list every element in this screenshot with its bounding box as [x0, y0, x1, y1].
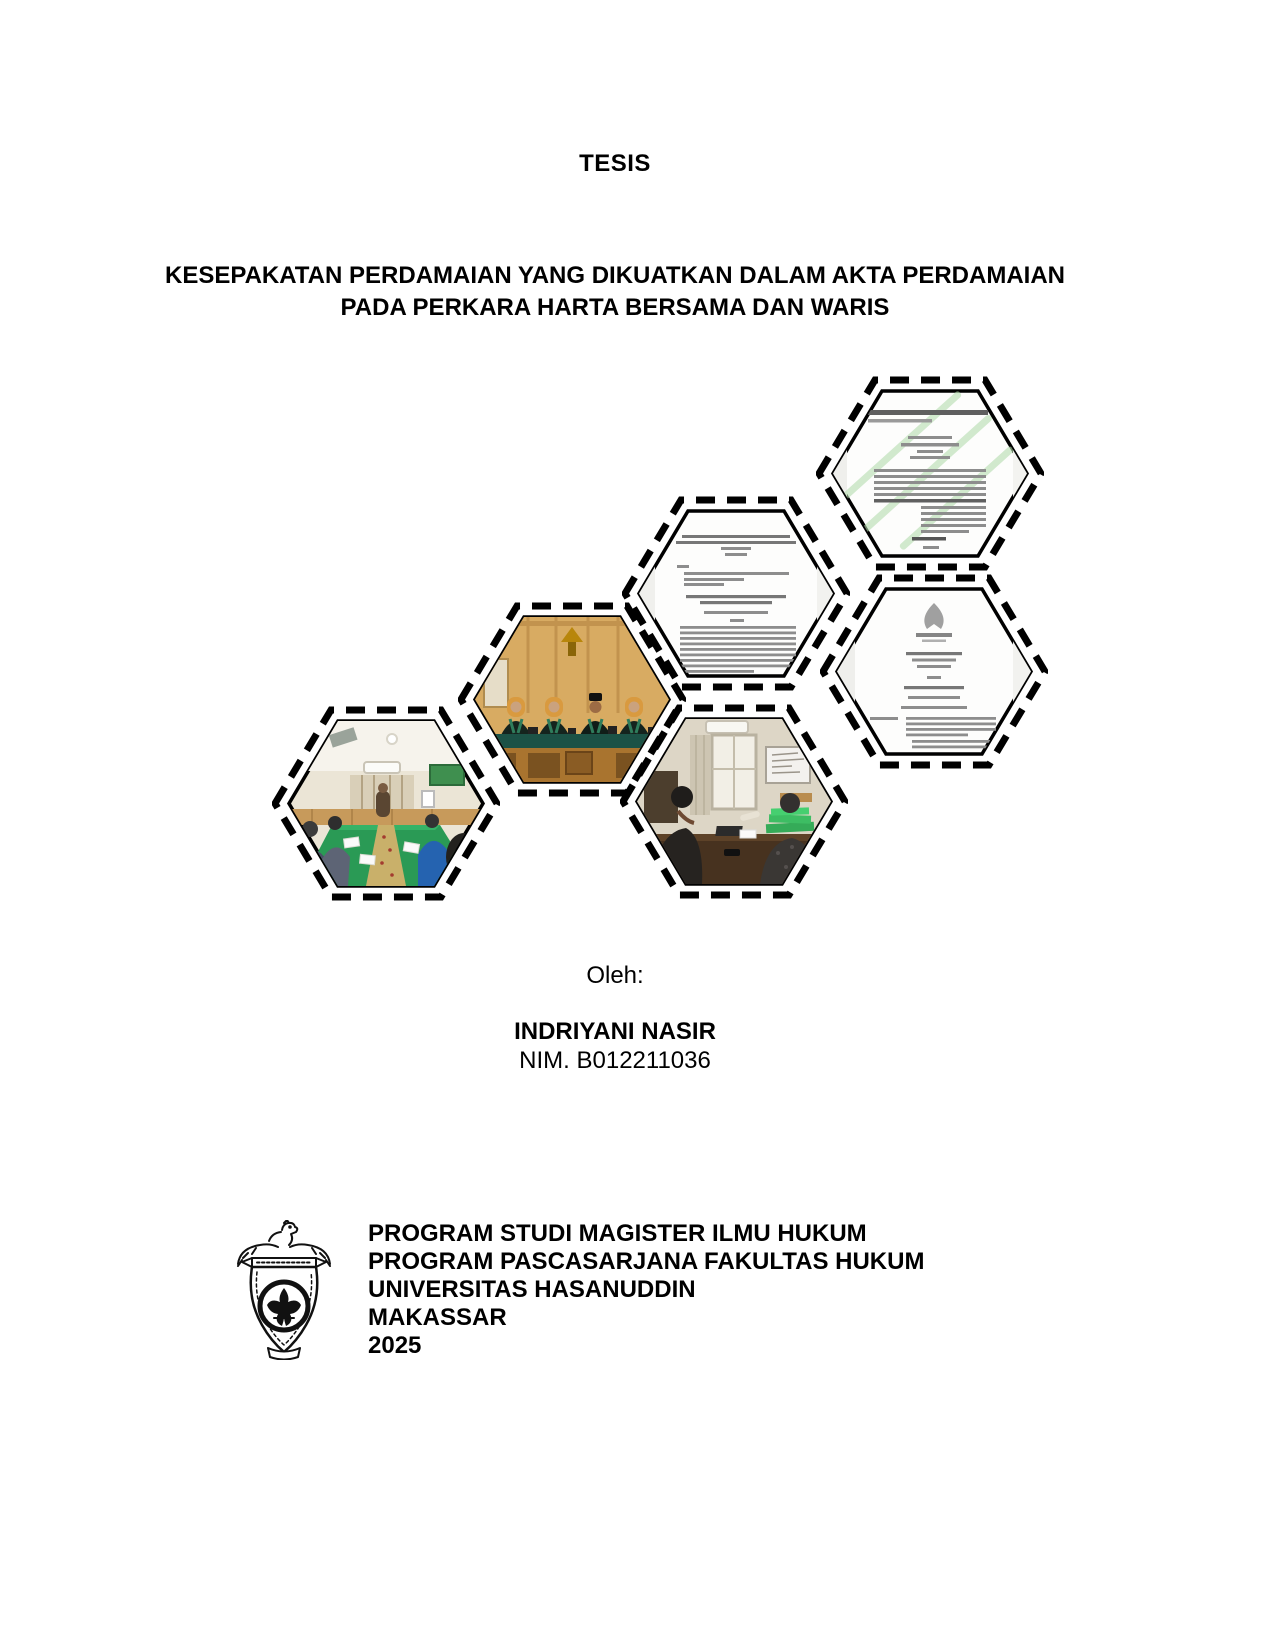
institution-line-pascasarjana: PROGRAM PASCASARJANA FAKULTAS HUKUM	[368, 1248, 925, 1275]
institution-line-city: MAKASSAR	[368, 1304, 507, 1331]
institution-line-program-studi: PROGRAM STUDI MAGISTER ILMU HUKUM	[368, 1220, 867, 1247]
institution-lines	[368, 1220, 1068, 1360]
hexagon-court-decision-cover-page	[820, 573, 1048, 770]
thesis-title-line-1: KESEPAKATAN PERDAMAIAN YANG DIKUATKAN DALAM AKTA PERDAMAIAN	[165, 262, 1065, 289]
hexagon-court-decision-webpage	[816, 375, 1044, 572]
byline-label: Oleh:	[586, 962, 644, 989]
document-kind-label: TESIS	[579, 150, 651, 177]
mediation-photo-art	[634, 719, 834, 884]
institution-line-year: 2025	[368, 1332, 422, 1359]
hexagon-mediation-meeting-photo	[620, 703, 848, 900]
hexagon-meeting-room-photo	[272, 705, 500, 902]
thesis-title-line-2: PADA PERKARA HARTA BERSAMA DAN WARIS	[340, 294, 890, 321]
green-wall-banner	[430, 765, 464, 785]
institution-line-universitas: UNIVERSITAS HASANUDDIN	[368, 1276, 696, 1303]
unhas-university-logo	[226, 1220, 342, 1360]
author-nim: NIM. B012211036	[519, 1047, 711, 1074]
author-name: INDRIYANI NASIR	[514, 1018, 716, 1045]
